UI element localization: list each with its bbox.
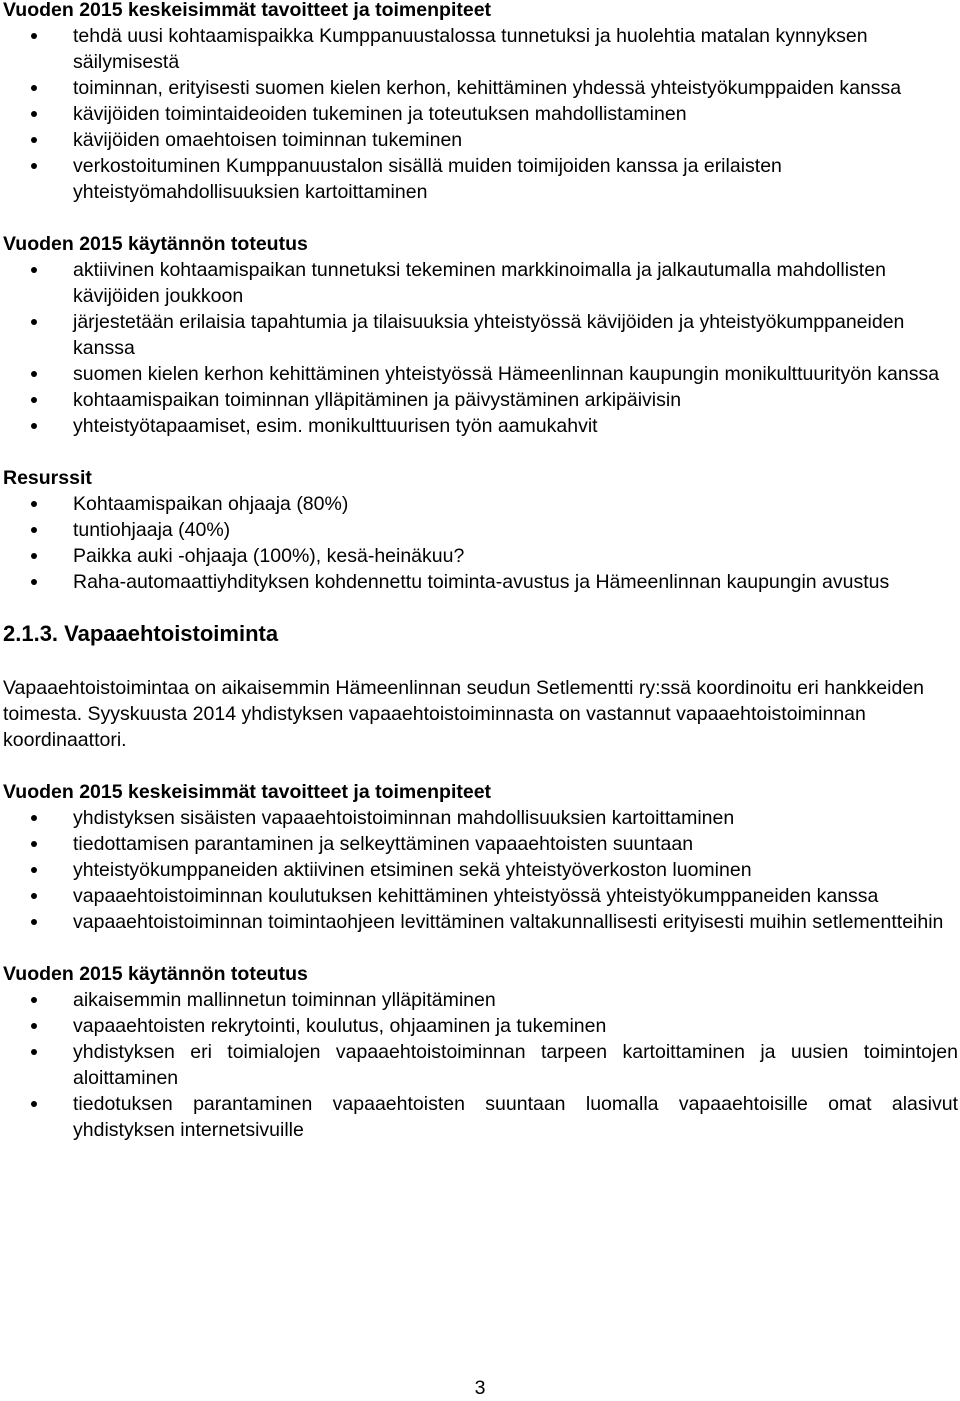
- list-item: [3, 1091, 958, 1143]
- page-content: [3, 0, 958, 1143]
- spacer: [3, 439, 958, 465]
- list-item-text: verkostoituminen Kumppanuustalon sisällä muiden toimijoiden kanssa ja erilaisten yhteistyömahdollisuuksien kartoittaminen: [73, 155, 782, 203]
- bullet-icon: [31, 33, 37, 39]
- bullet-icon: [31, 919, 37, 925]
- section-heading: Vuoden 2015 keskeisimmät tavoitteet ja toimenpiteet: [3, 0, 492, 21]
- list-item: [3, 1013, 958, 1039]
- list-item: [3, 23, 958, 75]
- list-item: [3, 309, 958, 361]
- list-item-text: aikaisemmin mallinnetun toiminnan ylläpitäminen: [73, 989, 496, 1011]
- page-number: 3: [474, 1377, 486, 1399]
- list-item-text: tiedottamisen parantaminen ja selkeyttäminen vapaaehtoisten suuntaan: [73, 833, 694, 855]
- bullet-icon: [31, 85, 37, 91]
- list-item: [3, 569, 958, 595]
- goals-section-kohtaamispaikka: [3, 0, 958, 205]
- list-item: [3, 387, 958, 413]
- list-item-text: kävijöiden omaehtoisen toiminnan tukeminen: [73, 129, 463, 151]
- list-item-text: yhdistyksen sisäisten vapaaehtoistoiminnan mahdollisuuksien kartoittaminen: [73, 807, 735, 829]
- list-item: [3, 987, 958, 1013]
- bullet-icon: [31, 137, 37, 143]
- section-heading: Resurssit: [3, 467, 92, 489]
- bullet-icon: [31, 163, 37, 169]
- goals-section-vapaaehtoistoiminta: [3, 779, 958, 935]
- bullet-icon: [31, 1101, 37, 1107]
- list-item: [3, 127, 958, 153]
- list-item: [3, 1039, 958, 1091]
- bullet-icon: [31, 579, 37, 585]
- list-item-text: tuntiohjaaja (40%): [73, 519, 231, 541]
- section-heading: Vuoden 2015 keskeisimmät tavoitteet ja toimenpiteet: [3, 781, 492, 803]
- bullet-list: [3, 23, 958, 205]
- chapter-paragraph: Vapaaehtoistoimintaa on aikaisemmin Hämeenlinnan seudun Setlementti ry:ssä koordinoitu eri hankkeiden toimesta. Syyskuusta 2014 yhdistyksen vapaaehtoistoiminnasta on vastannut vapaaehtoistoiminnan koordinaattori.: [3, 677, 925, 751]
- list-item: [3, 413, 958, 439]
- list-item: [3, 153, 958, 205]
- list-item-text: vapaaehtoisten rekrytointi, koulutus, ohjaaminen ja tukeminen: [73, 1015, 607, 1037]
- list-item-text: yhteistyökumppaneiden aktiivinen etsiminen sekä yhteistyöverkoston luominen: [73, 859, 752, 881]
- bullet-icon: [31, 111, 37, 117]
- bullet-icon: [31, 267, 37, 273]
- bullet-icon: [31, 319, 37, 325]
- spacer: [3, 753, 958, 779]
- list-item-text: vapaaehtoistoiminnan toimintaohjeen levittäminen valtakunnallisesti erityisesti muihin setlementteihin: [73, 911, 944, 933]
- list-item: [3, 257, 958, 309]
- bullet-icon: [31, 527, 37, 533]
- list-item-text: Raha-automaattiyhdityksen kohdennettu toiminta-avustus ja Hämeenlinnan kaupungin avustus: [73, 571, 890, 593]
- bullet-icon: [31, 1049, 37, 1055]
- bullet-icon: [31, 867, 37, 873]
- implementation-section-vapaaehtoistoiminta: [3, 961, 958, 1143]
- list-item: [3, 491, 958, 517]
- implementation-section-kohtaamispaikka: [3, 231, 958, 439]
- spacer: [3, 205, 958, 231]
- section-heading: Vuoden 2015 käytännön toteutus: [3, 963, 308, 985]
- spacer: [3, 595, 958, 619]
- list-item-text: toiminnan, erityisesti suomen kielen kerhon, kehittäminen yhdessä yhteistyökumppaiden kanssa: [73, 77, 902, 99]
- list-item: [3, 517, 958, 543]
- bullet-icon: [31, 841, 37, 847]
- list-item-text: kävijöiden toimintaideoiden tukeminen ja toteutuksen mahdollistaminen: [73, 103, 687, 125]
- bullet-list: [3, 805, 958, 935]
- list-item: [3, 805, 958, 831]
- list-item-text: yhteistyötapaamiset, esim. monikulttuurisen työn aamukahvit: [73, 415, 598, 437]
- bullet-icon: [31, 815, 37, 821]
- bullet-icon: [31, 997, 37, 1003]
- list-item-text: kohtaamispaikan toiminnan ylläpitäminen ja päivystäminen arkipäivisin: [73, 389, 682, 411]
- resources-section: [3, 465, 958, 595]
- list-item: [3, 883, 958, 909]
- bullet-list: [3, 257, 958, 439]
- list-item: [3, 831, 958, 857]
- bullet-icon: [31, 893, 37, 899]
- list-item-text: yhdistyksen eri toimialojen vapaaehtoistoiminnan tarpeen kartoittaminen ja uusien toimintojen aloittaminen: [73, 1041, 958, 1089]
- list-item-text: suomen kielen kerhon kehittäminen yhteistyössä Hämeenlinnan kaupungin monikulttuurityön kanssa: [73, 363, 940, 385]
- list-item: [3, 75, 958, 101]
- list-item-text: Paikka auki -ohjaaja (100%), kesä-heinäkuu?: [73, 545, 465, 567]
- list-item-text: tehdä uusi kohtaamispaikka Kumppanuustalossa tunnetuksi ja huolehtia matalan kynnyksen säilymisestä: [73, 25, 868, 73]
- bullet-icon: [31, 1023, 37, 1029]
- spacer: [3, 935, 958, 961]
- list-item-text: järjestetään erilaisia tapahtumia ja tilaisuuksia yhteistyössä kävijöiden ja yhteistyökumppaneiden kanssa: [73, 311, 905, 359]
- spacer: [3, 649, 958, 675]
- bullet-icon: [31, 371, 37, 377]
- list-item: [3, 909, 958, 935]
- list-item-text: Kohtaamispaikan ohjaaja (80%): [73, 493, 349, 515]
- bullet-icon: [31, 501, 37, 507]
- list-item: [3, 857, 958, 883]
- bullet-list: [3, 491, 958, 595]
- bullet-icon: [31, 397, 37, 403]
- list-item-text: vapaaehtoistoiminnan koulutuksen kehittäminen yhteistyössä yhteistyökumppaneiden kanssa: [73, 885, 879, 907]
- list-item: [3, 101, 958, 127]
- list-item: [3, 543, 958, 569]
- bullet-icon: [31, 553, 37, 559]
- bullet-list: [3, 987, 958, 1143]
- chapter-heading: 2.1.3. Vapaaehtoistoiminta: [3, 621, 279, 646]
- list-item-text: aktiivinen kohtaamispaikan tunnetuksi tekeminen markkinoimalla ja jalkautumalla mahdollisten kävijöiden joukkoon: [73, 259, 886, 307]
- list-item: [3, 361, 958, 387]
- chapter-vapaaehtoistoiminta: [3, 619, 958, 753]
- bullet-icon: [31, 423, 37, 429]
- section-heading: Vuoden 2015 käytännön toteutus: [3, 233, 308, 255]
- list-item-text: tiedotuksen parantaminen vapaaehtoisten suuntaan luomalla vapaaehtoisille omat alasivut yhdistyksen internetsivuille: [73, 1093, 958, 1141]
